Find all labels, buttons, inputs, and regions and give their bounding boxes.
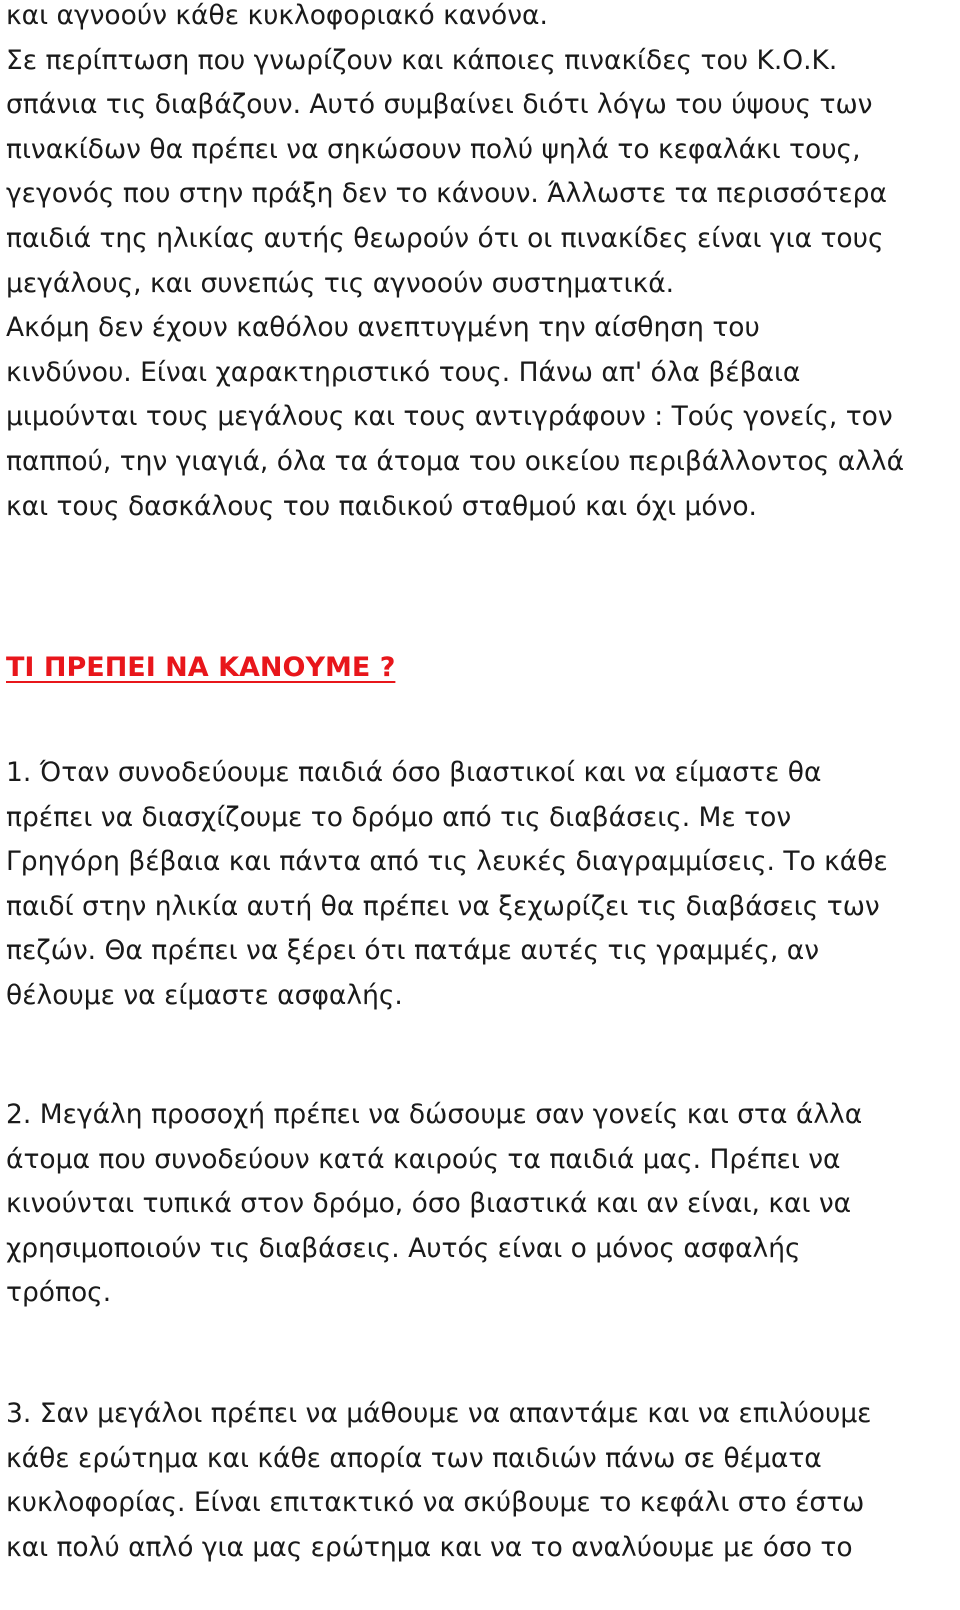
text-line: τρόπος.: [6, 1277, 112, 1309]
section-heading: ΤΙ ΠΡΕΠΕΙ ΝΑ ΚΑΝΟΥΜΕ ?: [6, 652, 396, 683]
text-line: 3. Σαν μεγάλοι πρέπει να μάθουμε να απαντάμε και να επιλύουμε: [6, 1398, 872, 1429]
text-line: παιδί στην ηλικία αυτή θα πρέπει να ξεχωρίζει τις διαβάσεις των: [6, 890, 880, 922]
text-line: Ακόμη δεν έχουν καθόλου ανεπτυγμένη την αίσθηση του: [6, 312, 760, 344]
text-line: Γρηγόρη βέβαια και πάντα από τις λευκές διαγραμμίσεις. Το κάθε: [6, 846, 888, 878]
text-line: κινούνται τυπικά στον δρόμο, όσο βιαστικά και αν είναι, και να: [6, 1188, 852, 1220]
text-line: παιδιά της ηλικίας αυτής θεωρούν ότι οι πινακίδες είναι για τους: [6, 222, 884, 254]
intro-paragraph: [6, 0, 956, 529]
text-line: θέλουμε να είμαστε ασφαλής.: [6, 979, 403, 1011]
text-line: κυκλοφορίας. Είναι επιτακτικό να σκύβουμε το κεφάλι στο έστω: [6, 1487, 865, 1519]
text-line: 2. Μεγάλη προσοχή πρέπει να δώσουμε σαν γονείς και στα άλλα: [6, 1099, 863, 1130]
text-line: πρέπει να διασχίζουμε το δρόμο από τις διαβάσεις. Με τον: [6, 801, 792, 833]
text-line: 1. Όταν συνοδεύουμε παιδιά όσο βιαστικοί και να είμαστε θα: [6, 757, 822, 788]
text-line: άτομα που συνοδεύουν κατά καιρούς τα παιδιά μας. Πρέπει να: [6, 1143, 841, 1175]
text-line: χρησιμοποιούν τις διαβάσεις. Αυτός είναι ο μόνος ασφαλής: [6, 1232, 801, 1264]
text-line: πινακίδων θα πρέπει να σηκώσουν πολύ ψηλά το κεφαλάκι τους,: [6, 133, 861, 165]
text-line: και τους δασκάλους του παιδικού σταθμού και όχι μόνο.: [6, 490, 757, 522]
text-line: κάθε ερώτημα και κάθε απορία των παιδιών πάνω σε θέματα: [6, 1442, 822, 1474]
text-line: πεζών. Θα πρέπει να ξέρει ότι πατάμε αυτές τις γραμμές, αν: [6, 935, 820, 967]
text-line: κινδύνου. Είναι χαρακτηριστικό τους. Πάνω απ' όλα βέβαια: [6, 356, 801, 388]
text-line: γεγονός που στην πράξη δεν το κάνουν. Άλλωστε τα περισσότερα: [6, 178, 887, 210]
point-2-paragraph: [6, 1093, 956, 1316]
point-1-paragraph: [6, 751, 956, 1019]
text-line: μεγάλους, και συνεπώς τις αγνοούν συστηματικά.: [6, 267, 675, 299]
text-line: σπάνια τις διαβάζουν. Αυτό συμβαίνει διότι λόγω του ύψους των: [6, 89, 873, 121]
text-line: και αγνοούν κάθε κυκλοφοριακό κανόνα.: [6, 0, 548, 31]
text-line: παππού, την γιαγιά, όλα τα άτομα του οικείου περιβάλλοντος αλλά: [6, 445, 905, 477]
text-line: μιμούνται τους μεγάλους και τους αντιγράφουν : Τούς γονείς, τον: [6, 401, 893, 433]
text-line: και πολύ απλό για μας ερώτημα και να το αναλύουμε με όσο το: [6, 1531, 853, 1563]
point-3-paragraph: [6, 1392, 956, 1570]
text-line: Σε περίπτωση που γνωρίζουν και κάποιες πινακίδες του Κ.Ο.Κ.: [6, 44, 838, 76]
